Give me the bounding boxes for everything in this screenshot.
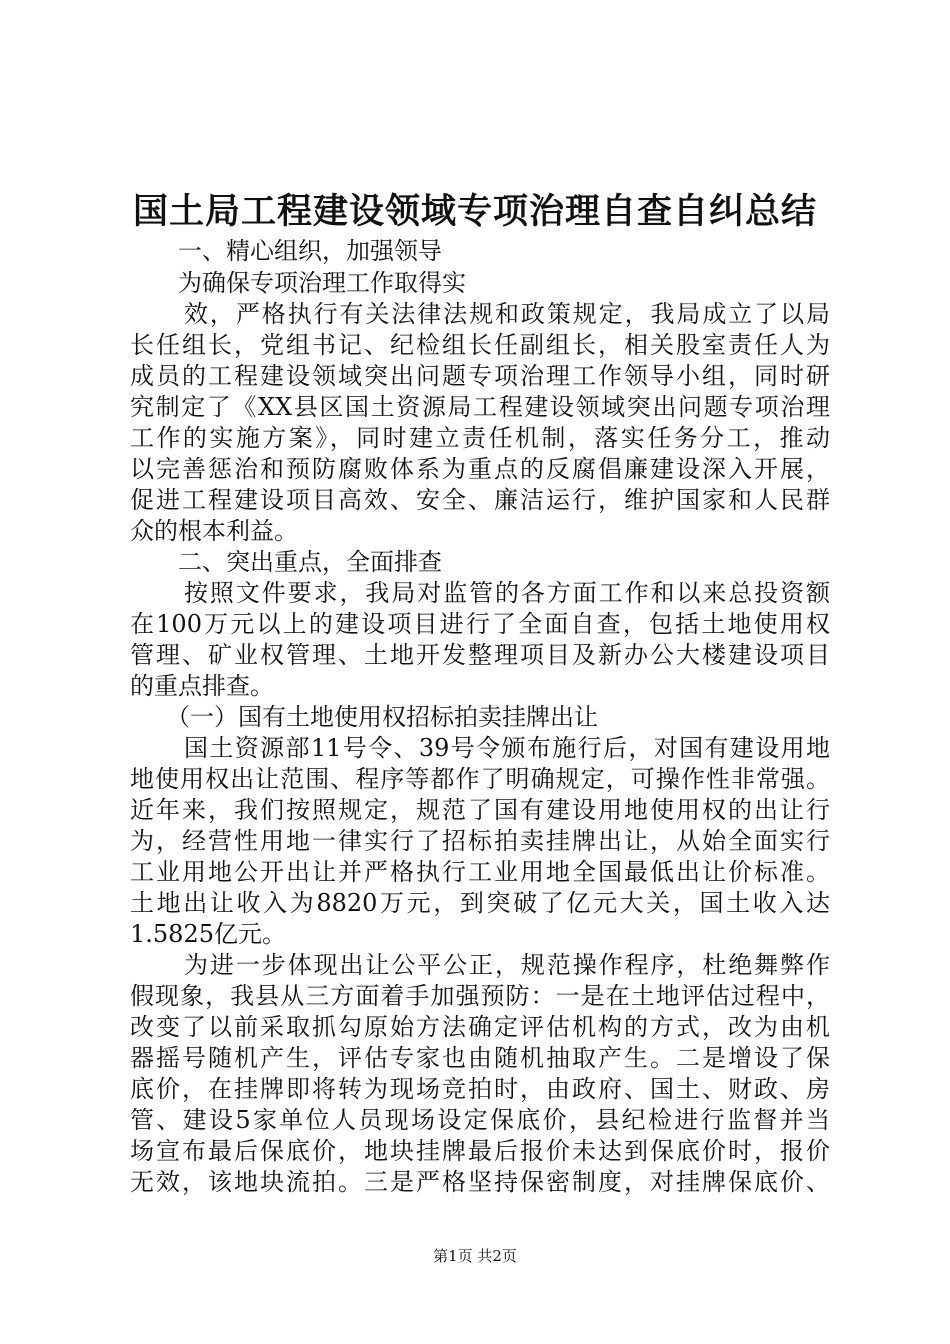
paragraph-line: 国土资源部11号令、39号令颁布施行后，对国有建设用地 [184, 734, 830, 762]
subsection-heading: （一）国有土地使用权招标拍卖挂牌出让 [166, 703, 598, 731]
paragraph-line: 土地出让收入为8820万元，到突破了亿元大关，国土收入达 [130, 889, 830, 917]
paragraph-line: 假现象，我县从三方面着手加强预防：一是在土地评估过程中， [130, 982, 830, 1010]
paragraph-line: 1.5825亿元。 [130, 920, 286, 948]
paragraph-line: 地使用权出让范围、程序等都作了明确规定，可操作性非常强。 [130, 765, 830, 793]
paragraph-line: 场宣布最后保底价，地块挂牌最后报价未达到保底价时，报价 [130, 1137, 830, 1165]
paragraph-line: 究制定了《XX县区国土资源局工程建设领域突出问题专项治理 [130, 393, 830, 421]
paragraph-line: 的重点排查。 [130, 672, 274, 700]
paragraph-line: 改变了以前采取抓勾原始方法确定评估机构的方式，改为由机 [130, 1013, 830, 1041]
paragraph-line: 众的根本利益。 [130, 517, 298, 545]
paragraph-line: 近年来，我们按照规定，规范了国有建设用地使用权的出让行 [130, 796, 830, 824]
paragraph-line: 在100万元以上的建设项目进行了全面自查，包括土地使用权 [130, 610, 830, 638]
paragraph-line: 底价，在挂牌即将转为现场竞拍时，由政府、国土、财政、房 [130, 1075, 830, 1103]
page-number-footer: 第1页 共2页 [433, 1247, 517, 1265]
paragraph-line: 工业用地公开出让并严格执行工业用地全国最低出让价标准。 [130, 858, 830, 886]
paragraph-line: 效，严格执行有关法律法规和政策规定，我局成立了以局 [184, 300, 830, 328]
section-heading: 一、精心组织，加强领导 [178, 237, 442, 265]
section-heading: 二、突出重点，全面排查 [178, 548, 442, 576]
paragraph-line: 成员的工程建设领域突出问题专项治理工作领导小组，同时研 [130, 362, 830, 390]
paragraph-line: 长任组长，党组书记、纪检组长任副组长，相关股室责任人为 [130, 331, 830, 359]
paragraph-line: 为确保专项治理工作取得实 [178, 269, 466, 297]
document-title: 国土局工程建设领域专项治理自查自纠总结 [132, 191, 817, 232]
paragraph-line: 为进一步体现出让公平公正，规范操作程序，杜绝舞弊作 [184, 951, 830, 979]
paragraph-line: 促进工程建设项目高效、安全、廉洁运行，维护国家和人民群 [130, 486, 830, 514]
paragraph-line: 工作的实施方案》，同时建立责任机制，落实任务分工，推动 [130, 424, 830, 452]
paragraph-line: 管、建设5家单位人员现场设定保底价，县纪检进行监督并当 [130, 1106, 830, 1134]
paragraph-line: 按照文件要求，我局对监管的各方面工作和以来总投资额 [184, 579, 830, 607]
paragraph-line: 以完善惩治和预防腐败体系为重点的反腐倡廉建设深入开展， [130, 455, 830, 483]
paragraph-line: 无效，该地块流拍。三是严格坚持保密制度，对挂牌保底价、 [130, 1168, 830, 1196]
paragraph-line: 器摇号随机产生，评估专家也由随机抽取产生。二是增设了保 [130, 1044, 830, 1072]
paragraph-line: 为，经营性用地一律实行了招标拍卖挂牌出让，从始全面实行 [130, 827, 830, 855]
paragraph-line: 管理、矿业权管理、土地开发整理项目及新办公大楼建设项目 [130, 641, 830, 669]
